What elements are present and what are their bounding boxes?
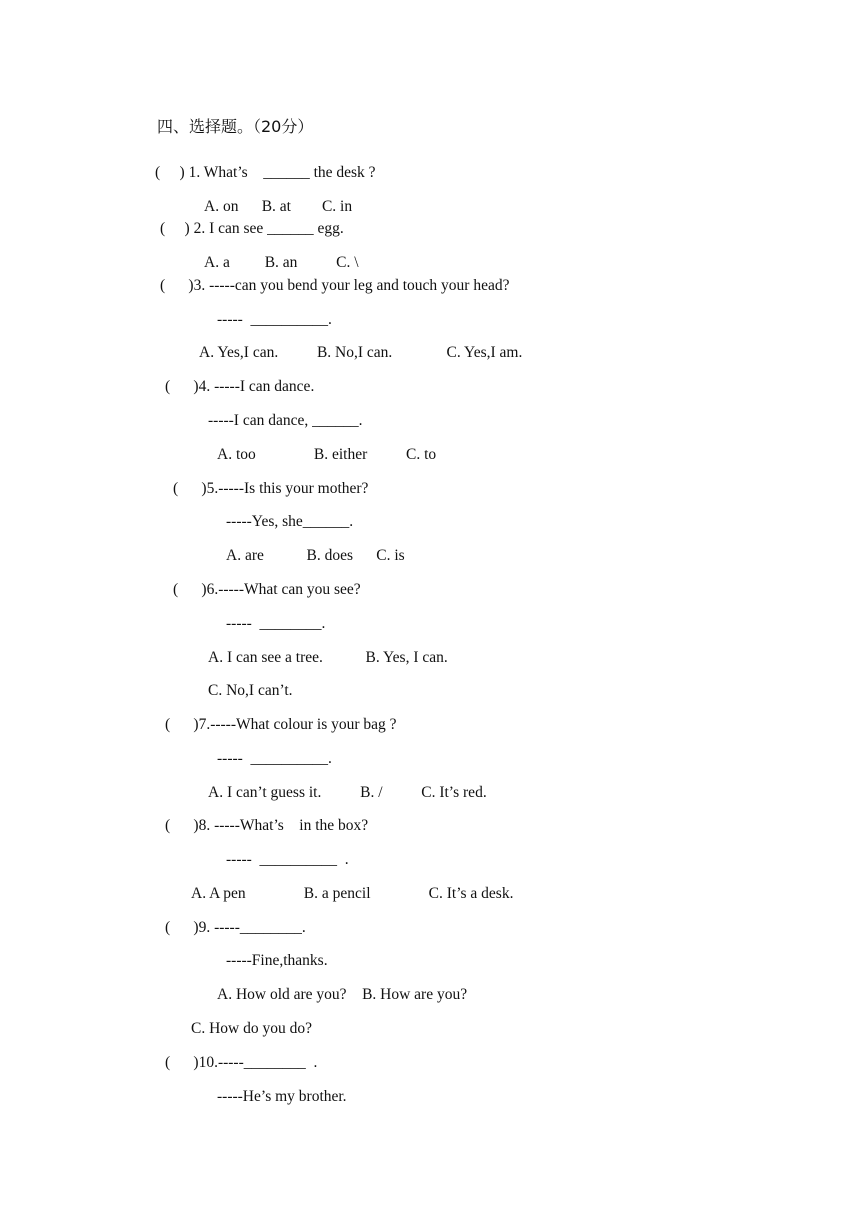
q1-options: A. on B. at C. in	[204, 198, 353, 215]
q3-options: A. Yes,I can. B. No,I can. C. Yes,I am.	[199, 344, 523, 361]
q5-question: ( )5.-----Is this your mother?	[173, 480, 369, 497]
q3-question: ( )3. -----can you bend your leg and touch your head?	[160, 277, 510, 294]
q8-question: ( )8. -----What’s in the box?	[165, 817, 369, 834]
q6-question: ( )6.-----What can you see?	[173, 581, 361, 598]
q8-answer-line: ----- __________ .	[226, 851, 349, 868]
q8-options: A. A pen B. a pencil C. It’s a desk.	[191, 885, 514, 902]
q10-answer-line: -----He’s my brother.	[217, 1088, 347, 1105]
q2-options: A. a B. an C. \	[204, 254, 359, 271]
q2-question: ( ) 2. I can see ______ egg.	[160, 220, 344, 237]
q7-options: A. I can’t guess it. B. / C. It’s red.	[208, 784, 487, 801]
q10-question: ( )10.-----________ .	[165, 1054, 318, 1071]
q4-options: A. too B. either C. to	[217, 446, 437, 463]
q5-answer-line: -----Yes, she______.	[226, 513, 354, 530]
q6-answer-line: ----- ________.	[226, 615, 326, 632]
q9-answer-line: -----Fine,thanks.	[226, 952, 328, 969]
q6-option-c: C. No,I can’t.	[208, 682, 293, 699]
q3-answer-line: ----- __________.	[217, 311, 332, 328]
q7-answer-line: ----- __________.	[217, 750, 332, 767]
q6-options-ab: A. I can see a tree. B. Yes, I can.	[208, 649, 448, 666]
q7-question: ( )7.-----What colour is your bag ?	[165, 716, 397, 733]
q4-question: ( )4. -----I can dance.	[165, 378, 315, 395]
q4-answer-line: -----I can dance, ______.	[208, 412, 363, 429]
section-title: 四、选择题。（20分）	[157, 117, 314, 136]
q1-question: ( ) 1. What’s ______ the desk ?	[155, 164, 376, 181]
q5-options: A. are B. does C. is	[226, 547, 405, 564]
q9-question: ( )9. -----________.	[165, 919, 306, 936]
q9-option-c: C. How do you do?	[191, 1020, 312, 1037]
q9-options-ab: A. How old are you? B. How are you?	[217, 986, 468, 1003]
